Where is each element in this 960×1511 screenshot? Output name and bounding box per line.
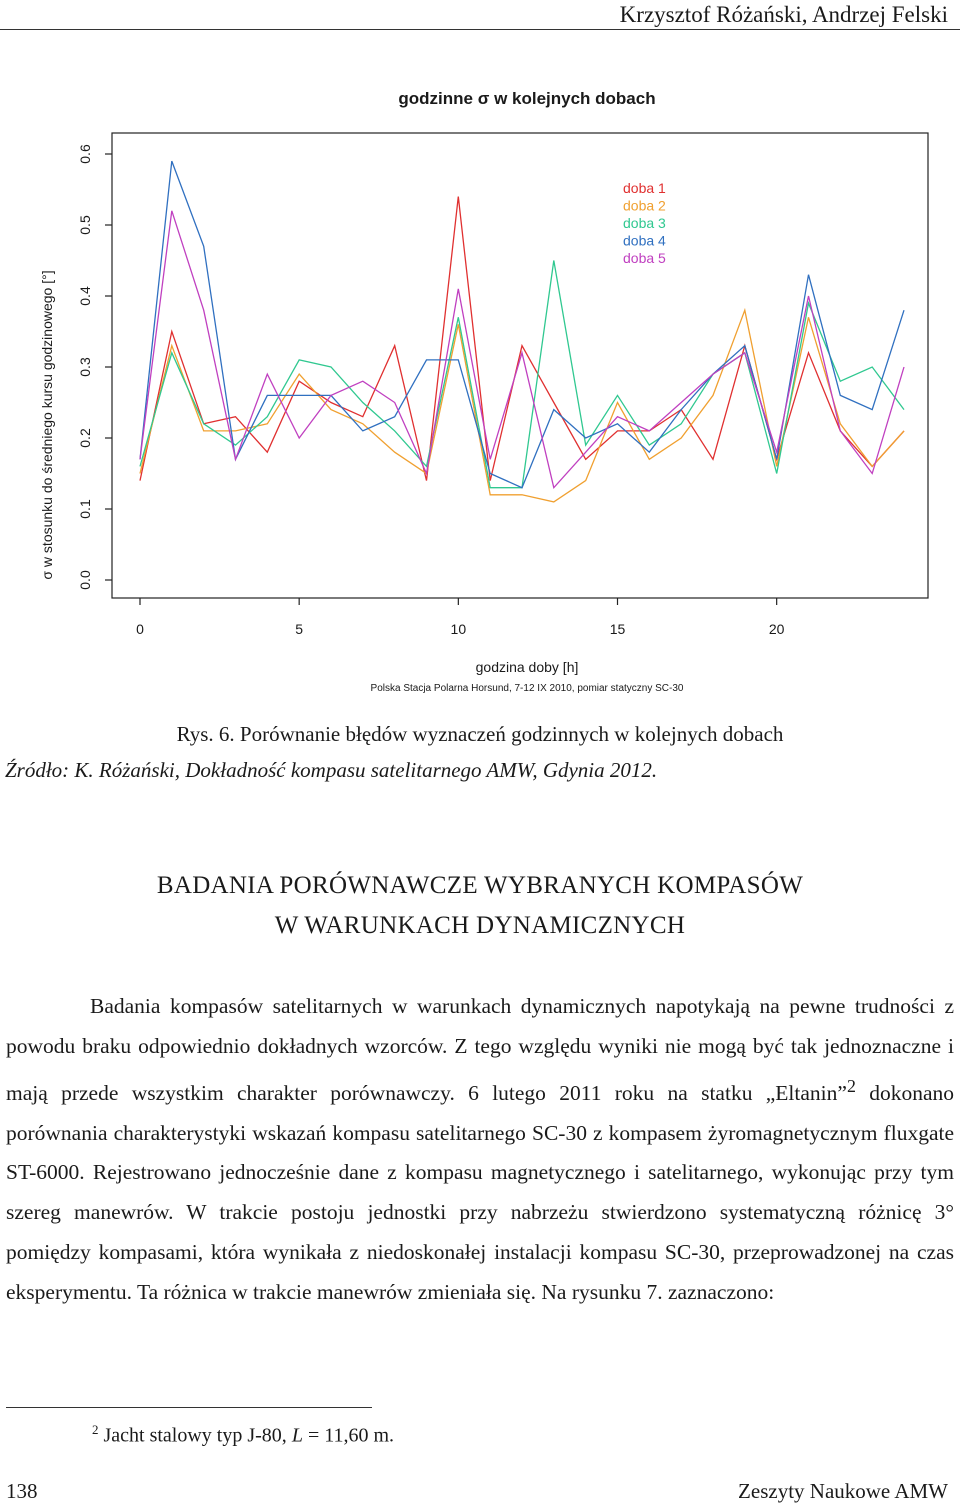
footnote-number: 2 xyxy=(92,1422,99,1437)
y-tick-label: 0.3 xyxy=(77,357,93,377)
legend-entry: doba 4 xyxy=(623,232,666,249)
figure-caption: Rys. 6. Porównanie błędów wyznaczeń godzinnych w kolejnych dobach xyxy=(176,722,784,746)
running-header-authors: Krzysztof Różański, Andrzej Felski xyxy=(619,2,948,27)
x-axis-label: godzina doby [h] xyxy=(475,659,579,675)
footnote-reference: 2 xyxy=(846,1075,856,1096)
legend-entry: doba 3 xyxy=(623,215,666,231)
figure-source: Źródło: K. Różański, Dokładność kompasu satelitarnego AMW, Gdynia 2012. xyxy=(5,758,658,782)
section-heading-line-2: W WARUNKACH DYNAMICZNYCH xyxy=(274,912,686,939)
y-tick-label: 0.1 xyxy=(77,499,93,519)
footnote-rule xyxy=(6,1407,372,1408)
x-tick-label: 5 xyxy=(295,621,304,637)
journal-name: Zeszyty Naukowe AMW xyxy=(738,1479,948,1503)
x-axis xyxy=(136,598,785,637)
series-line-doba-1 xyxy=(140,197,904,481)
page-number: 138 xyxy=(6,1479,38,1503)
series-line-doba-3 xyxy=(140,261,904,488)
y-tick-label: 0.2 xyxy=(77,428,93,448)
header-rule xyxy=(0,29,960,30)
body-text-part-2: dokonano porównania charakterystyki wskazań kompasu satelitarnego SC-30 z kompasem żyromagnetycznym fluxgate ST-6000. Rejestrowano jednocześnie dane z kompasu magnetycznego i satelitarnego, wykonując przy tym szereg manewrów. W trakcie postoju jednostki przy nabrzeżu stwierdzono systematyczną różnicę 3° pomiędzy kompasami, która wynikała z niedoskonałej instalacji kompasu SC-30, przeprowadzonej na czas eksperymentu. Ta różnica w trakcie manewrów zmieniała się. Na rysunku 7. zaznaczono: xyxy=(6,1080,954,1304)
plot-border xyxy=(112,133,928,598)
y-tick-label: 0.6 xyxy=(77,144,93,164)
footnote xyxy=(92,1422,394,1448)
figure-chart xyxy=(0,60,960,710)
y-tick-label: 0.4 xyxy=(77,286,93,306)
legend-entry: doba 2 xyxy=(623,197,666,214)
x-tick-label: 15 xyxy=(609,621,626,637)
plot-frame xyxy=(112,133,928,598)
y-axis-label: σ w stosunku do średniego kursu godzinowego [°] xyxy=(39,270,55,580)
legend-entry: doba 1 xyxy=(623,180,666,196)
body-text-part-1: Badania kompasów satelitarnych w warunkach dynamicznych napotykają na pewne trudności z powodu braku odpowiednio dokładnych wzorców. Z tego względu wyniki nie mogą być tak jednoznaczne i mają przede wszystkim charakter porównawczy. 6 lutego 2011 roku na statku „Eltanin” xyxy=(6,994,954,1105)
series-line-doba-5 xyxy=(140,211,904,488)
y-axis xyxy=(77,144,112,590)
y-tick-label: 0.0 xyxy=(77,570,93,590)
x-tick-label: 10 xyxy=(450,621,467,637)
series-lines xyxy=(140,161,904,502)
footnote-italic: L xyxy=(291,1424,303,1447)
legend-entry: doba 5 xyxy=(623,250,666,266)
y-tick-label: 0.5 xyxy=(77,215,93,235)
body-paragraph xyxy=(6,987,954,1313)
footnote-text-1: Jacht stalowy typ J-80, xyxy=(103,1424,292,1447)
x-tick-label: 20 xyxy=(768,621,785,637)
x-tick-label: 0 xyxy=(136,621,144,637)
figure-note: Polska Stacja Polarna Horsund, 7-12 IX 2010, pomiar statyczny SC-30 xyxy=(370,683,684,694)
legend xyxy=(623,180,666,266)
chart-title: godzinne σ w kolejnych dobach xyxy=(398,89,656,108)
section-heading-line-1: BADANIA PORÓWNAWCZE WYBRANYCH KOMPASÓW xyxy=(156,872,804,899)
footnote-text-2: = 11,60 m. xyxy=(302,1424,395,1447)
